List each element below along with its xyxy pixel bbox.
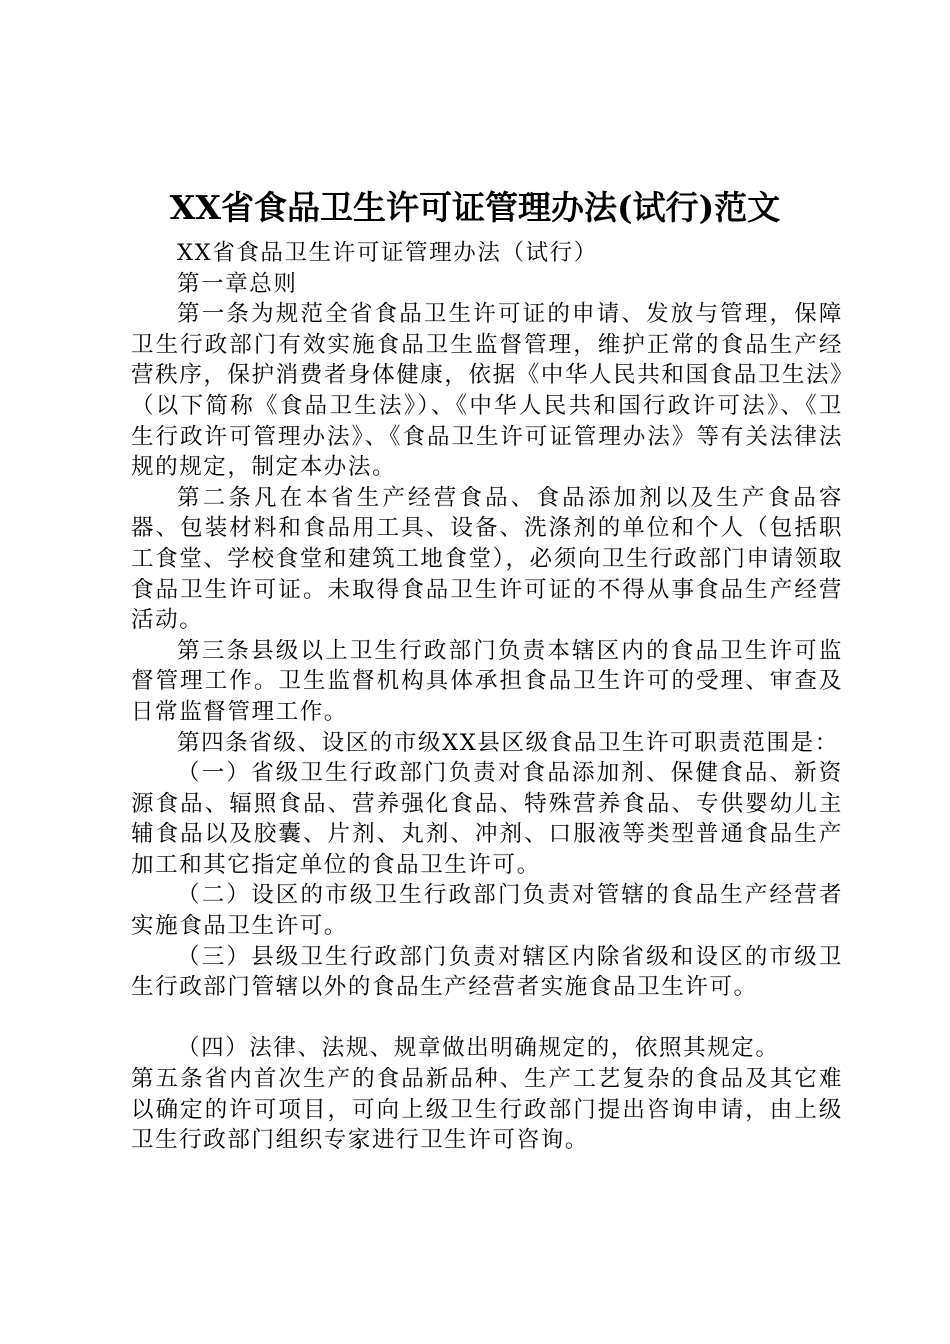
document-title: XX省食品卫生许可证管理办法(试行)范文 [169, 188, 781, 227]
article-4-item-3: （三）县级卫生行政部门负责对辖区内除省级和设区的市级卫生行政部门管辖以外的食品生产经营者实施食品卫生许可。 [131, 943, 843, 1001]
document-body [131, 238, 843, 1156]
article-4-item-2: （二）设区的市级卫生行政部门负责对管辖的食品生产经营者实施食品卫生许可。 [131, 882, 843, 940]
article-2: 第二条凡在本省生产经营食品、食品添加剂以及生产食品容器、包装材料和食品用工具、设备、洗涤剂的单位和个人（包括职工食堂、学校食堂和建筑工地食堂），必须向卫生行政部门申请领取食品卫生许可证。未取得食品卫生许可证的不得从事食品生产经营活动。 [131, 484, 843, 634]
article-3: 第三条县级以上卫生行政部门负责本辖区内的食品卫生许可监督管理工作。卫生监督机构具体承担食品卫生许可的受理、审查及日常监督管理工作。 [131, 637, 843, 725]
article-4-item-1: （一）省级卫生行政部门负责对食品添加剂、保健食品、新资源食品、辐照食品、营养强化食品、特殊营养食品、专供婴幼儿主辅食品以及胶囊、片剂、丸剂、冲剂、口服液等类型普通食品生产加工和其它指定单位的食品卫生许可。 [131, 760, 843, 878]
article-1: 第一条为规范全省食品卫生许可证的申请、发放与管理，保障卫生行政部门有效实施食品卫生监督管理，维护正常的食品生产经营秩序，保护消费者身体健康，依据《中华人民共和国食品卫生法》（以下简称《食品卫生法》）、《中华人民共和国行政许可法》、《卫生行政许可管理办法》、《食品卫生许可证管理办法》等有关法律法规的规定，制定本办法。 [131, 301, 843, 481]
chapter-heading: 第一章总则 [177, 270, 298, 297]
blank-line [131, 1003, 843, 1034]
article-4: 第四条省级、设区的市级XX县区级食品卫生许可职责范围是： [177, 729, 839, 756]
article-5: 第五条省内首次生产的食品新品种、生产工艺复杂的食品及其它难以确定的许可项目，可向上级卫生行政部门提出咨询申请，由上级卫生行政部门组织专家进行卫生许可咨询。 [131, 1066, 843, 1154]
article-4-item-4: （四）法律、法规、规章做出明确规定的，依照其规定。 [177, 1035, 780, 1062]
document-subtitle: XX省食品卫生许可证管理办法（试行） [177, 240, 598, 266]
